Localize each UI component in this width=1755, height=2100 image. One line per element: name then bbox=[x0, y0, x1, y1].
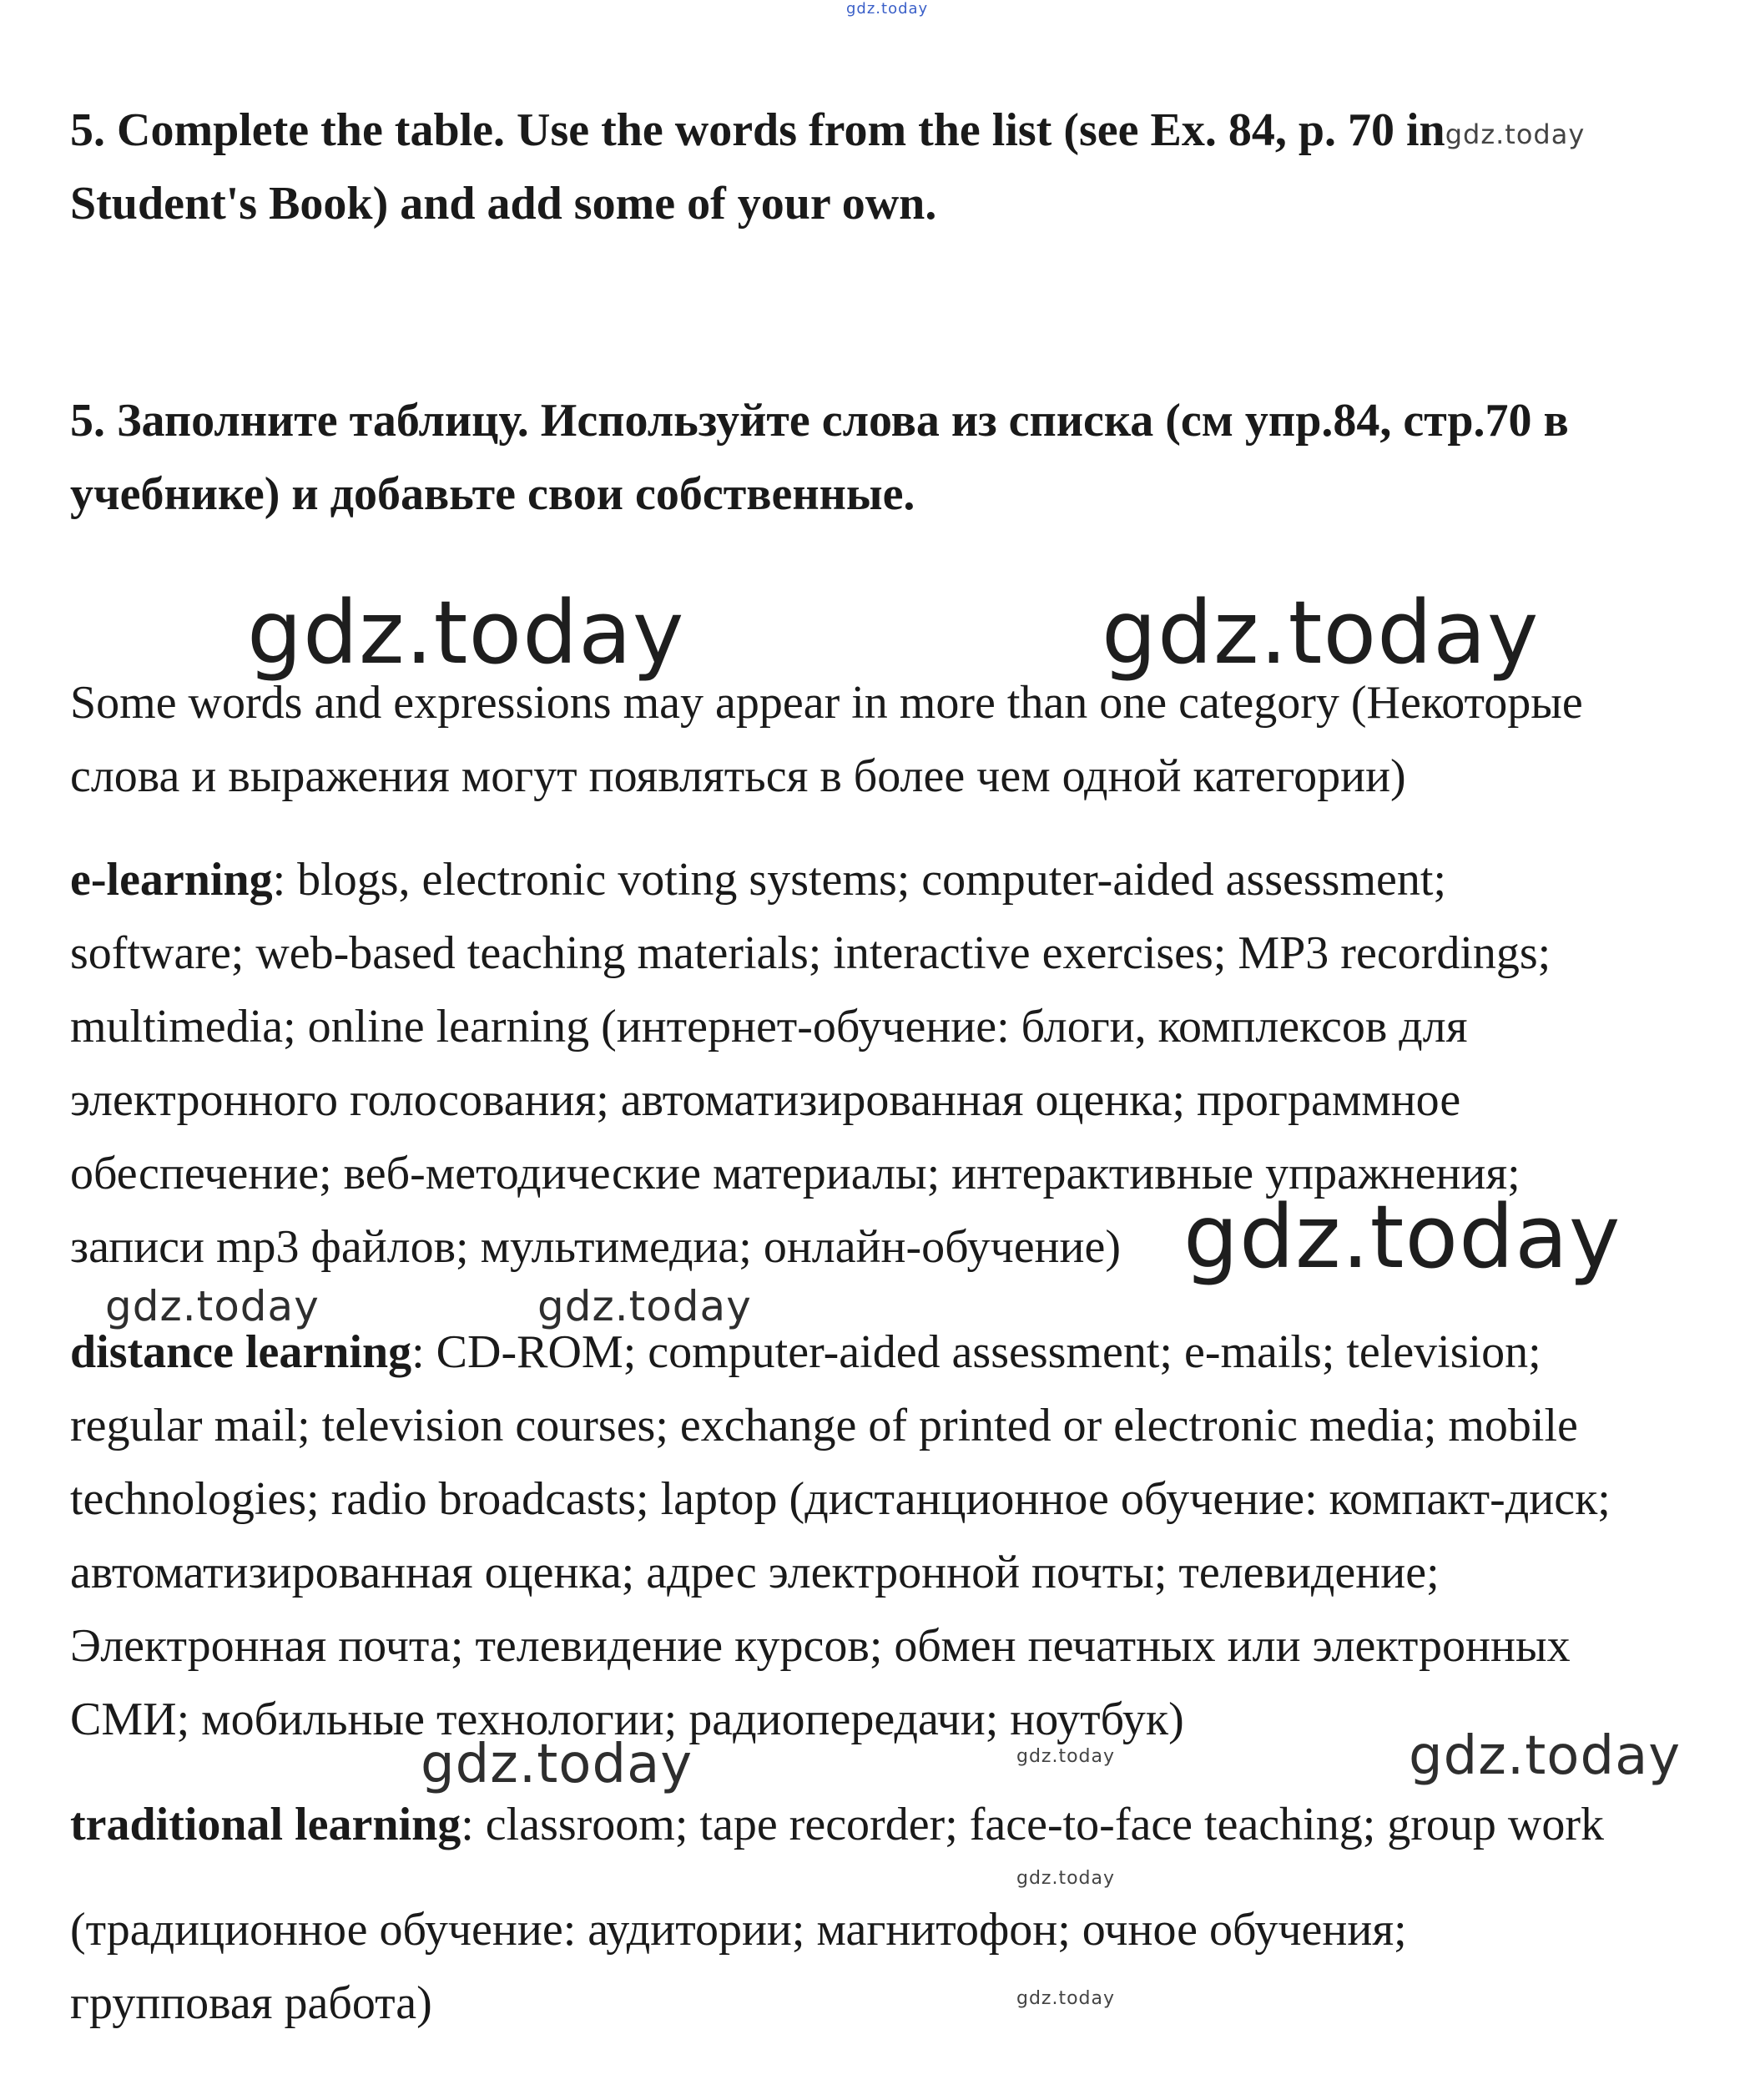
watermark-small-1: gdz.today bbox=[1016, 1746, 1116, 1767]
task-english-line1: 5. Complete the table. Use the words from the list (see Ex. 84, p. 70 in bbox=[70, 104, 1445, 156]
watermark-inline: gdz.today bbox=[1445, 119, 1586, 150]
e-learning-line6: записи mp3 файлов; мультимедиа; онлайн-обучение) bbox=[70, 1221, 1121, 1273]
distance-learning-line5: Электронная почта; телевидение курсов; обмен печатных или электронных bbox=[70, 1620, 1571, 1672]
traditional-learning-translation bbox=[70, 1893, 1706, 2040]
note-line1: Some words and expressions may appear in more than one category (Некоторые bbox=[70, 677, 1583, 729]
distance-learning-line2: regular mail; television courses; exchange of printed or electronic media; mobile bbox=[70, 1400, 1578, 1451]
term-traditional-learning: traditional learning bbox=[70, 1799, 461, 1850]
e-learning-line3: multimedia; online learning (интернет-обучение: блоги, комплексов для bbox=[70, 1001, 1468, 1053]
term-distance-learning: distance learning bbox=[70, 1326, 412, 1378]
note-line2: слова и выражения могут появляться в более чем одной категории) bbox=[70, 750, 1406, 802]
traditional-learning-line3: групповая работа) bbox=[70, 1977, 432, 2029]
term-e-learning: e-learning bbox=[70, 854, 273, 906]
e-learning-line4: электронного голосования; автоматизированная оценка; программное bbox=[70, 1074, 1461, 1126]
category-traditional-learning bbox=[70, 1788, 1706, 1861]
distance-learning-line6: СМИ; мобильные технологии; радиопередачи; ноутбук) bbox=[70, 1694, 1184, 1745]
watermark-large-1: gdz.today bbox=[247, 582, 685, 684]
watermark-medium-1: gdz.today bbox=[105, 1282, 320, 1330]
watermark-top: gdz.today bbox=[846, 0, 929, 18]
watermark-medium-2: gdz.today bbox=[537, 1282, 752, 1330]
task-english-line2: Student's Book) and add some of your own. bbox=[70, 178, 937, 230]
task-english bbox=[70, 93, 1706, 240]
watermark-large-3: gdz.today bbox=[1183, 1186, 1621, 1288]
watermark-large-2: gdz.today bbox=[1102, 582, 1540, 684]
e-learning-line2: software; web-based teaching materials; interactive exercises; MP3 recordings; bbox=[70, 927, 1551, 979]
traditional-learning-line2: (традиционное обучение: аудитории; магнитофон; очное обучения; bbox=[70, 1904, 1407, 1956]
watermark-medium-4: gdz.today bbox=[1409, 1725, 1682, 1787]
watermark-small-3: gdz.today bbox=[1016, 1988, 1116, 2009]
traditional-learning-line1: : classroom; tape recorder; face-to-face teaching; group work bbox=[461, 1799, 1605, 1850]
category-note bbox=[70, 666, 1706, 813]
distance-learning-line3: technologies; radio broadcasts; laptop (дистанционное обучение: компакт-диск; bbox=[70, 1473, 1611, 1525]
watermark-small-2: gdz.today bbox=[1016, 1868, 1116, 1889]
task-russian bbox=[70, 384, 1706, 531]
e-learning-line1: : blogs, electronic voting systems; computer-aided assessment; bbox=[272, 854, 1446, 906]
watermark-medium-3: gdz.today bbox=[421, 1734, 693, 1795]
category-distance-learning bbox=[70, 1315, 1706, 1756]
distance-learning-line1: : CD-ROM; computer-aided assessment; e-mails; television; bbox=[411, 1326, 1541, 1378]
distance-learning-line4: автоматизированная оценка; адрес электронной почты; телевидение; bbox=[70, 1547, 1440, 1598]
e-learning-line5: обеспечение; веб-методические материалы; интерактивные упражнения; bbox=[70, 1148, 1520, 1199]
task-russian-line1: 5. Заполните таблицу. Используйте слова из списка (см упр.84, стр.70 в bbox=[70, 395, 1569, 447]
task-russian-line2: учебнике) и добавьте свои собственные. bbox=[70, 468, 915, 520]
